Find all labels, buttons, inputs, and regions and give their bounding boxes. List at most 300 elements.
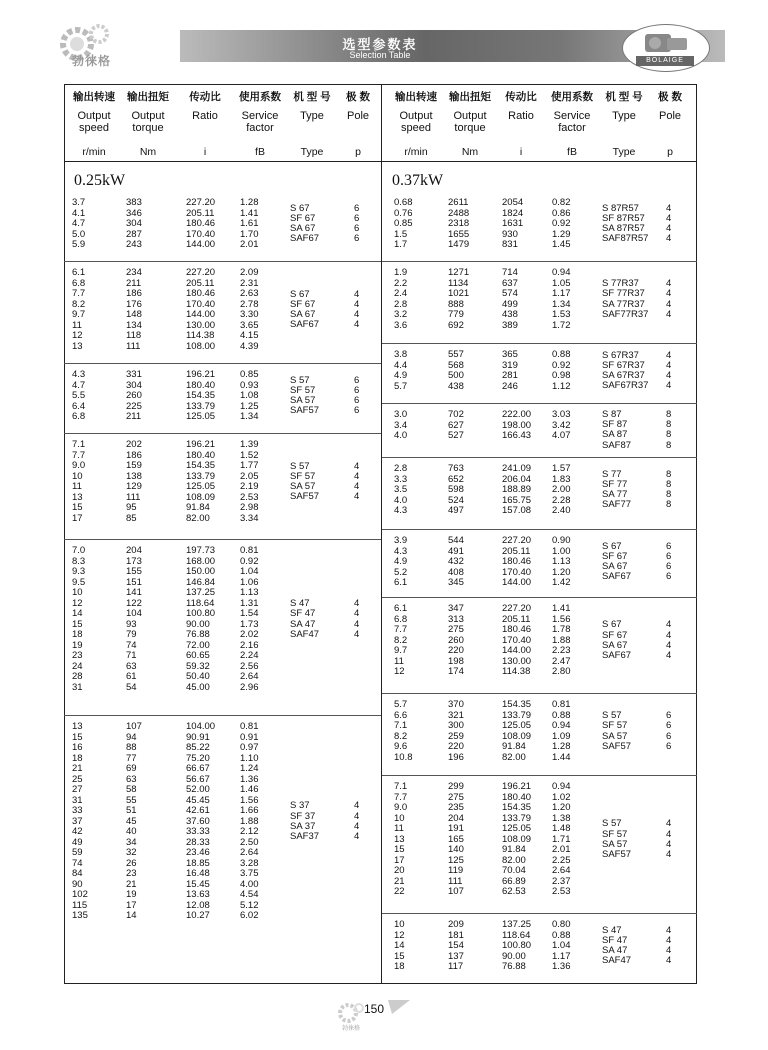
cell: 188.89 <box>502 484 532 495</box>
cell: 12 <box>72 330 83 341</box>
cell: 173 <box>126 555 142 567</box>
cell: 85.22 <box>186 742 210 753</box>
cell: 125 <box>448 854 464 866</box>
cell: 499 <box>502 298 518 310</box>
header-cn: 输出转速 <box>395 91 437 103</box>
cell: 1.83 <box>552 473 571 485</box>
cell: 154.35 <box>186 390 216 401</box>
type-code: SA 67 <box>602 639 628 651</box>
cell: 3.03 <box>552 409 571 420</box>
pole-count: 6 <box>666 561 672 573</box>
cell: 28 <box>72 671 83 682</box>
cell: 4.54 <box>240 889 259 900</box>
cell: 181 <box>448 929 464 941</box>
cell: 154.35 <box>502 699 532 710</box>
pole-count: 6 <box>666 740 672 752</box>
cell: 154.35 <box>186 460 216 471</box>
cell: 4.39 <box>240 340 259 352</box>
type-code: SA 67 <box>290 223 316 235</box>
type-code: S 67 <box>602 619 622 631</box>
cell: 129 <box>126 481 142 492</box>
cell: 23 <box>126 868 137 879</box>
type-code: SF 67 <box>290 298 316 310</box>
pole-count: 4 <box>666 955 672 967</box>
cell: 144.00 <box>502 645 532 656</box>
header-unit: r/min <box>82 146 106 158</box>
group-separator <box>382 343 697 344</box>
cell: 0.80 <box>552 919 571 930</box>
cell: 544 <box>448 535 464 546</box>
cell: 180.46 <box>186 218 216 229</box>
cell: 5.9 <box>72 239 86 250</box>
cell: 220 <box>448 645 464 656</box>
cell: 0.92 <box>240 555 259 567</box>
header-unit: i <box>203 146 207 158</box>
cell: 260 <box>448 634 464 646</box>
cell: 15.45 <box>186 878 210 890</box>
cell: 346 <box>126 207 142 219</box>
type-code: S 47 <box>602 924 622 936</box>
cell: 2.23 <box>552 645 571 656</box>
cell: 134 <box>126 319 142 331</box>
cell: 165 <box>448 833 464 845</box>
cell: 3.28 <box>240 857 259 869</box>
cell: 7.7 <box>394 624 408 635</box>
cell: 34 <box>126 836 137 848</box>
type-code: SA 87R57 <box>602 223 645 235</box>
cell: 930 <box>502 228 518 240</box>
cell: 144.00 <box>502 577 532 588</box>
cell: 28.33 <box>186 836 210 848</box>
cell: 281 <box>502 370 518 381</box>
pole-count: 4 <box>666 370 672 381</box>
cell: 6.8 <box>72 277 86 289</box>
cell: 9.5 <box>72 576 86 588</box>
cell: 3.4 <box>394 419 408 431</box>
cell: 331 <box>126 369 142 380</box>
cell: 211 <box>126 411 142 422</box>
cell: 159 <box>126 460 142 471</box>
cell: 55 <box>126 794 137 806</box>
cell: 61 <box>126 671 137 682</box>
cell: 54 <box>126 681 137 693</box>
section-title: 0.25kW <box>74 172 126 189</box>
cell: 174 <box>448 666 464 677</box>
pole-count: 4 <box>666 639 672 651</box>
cell: 227.20 <box>186 267 216 278</box>
type-code: SAF67 <box>602 649 632 661</box>
cell: 202 <box>126 439 142 450</box>
cell: 527 <box>448 430 464 441</box>
cell: 0.88 <box>552 709 571 721</box>
cell: 5.2 <box>394 566 408 578</box>
cell: 491 <box>448 545 464 557</box>
cell: 260 <box>126 390 142 401</box>
cell: 1.17 <box>552 288 571 299</box>
cell: 15 <box>394 844 405 855</box>
cell: 2.25 <box>552 854 571 866</box>
cell: 104 <box>126 608 142 619</box>
header-en: Pole <box>658 110 682 122</box>
cell: 11 <box>72 481 82 492</box>
cell: 10 <box>72 587 83 598</box>
cell: 82.00 <box>186 512 210 524</box>
cell: 1.56 <box>552 613 571 625</box>
pole-count: 6 <box>354 213 360 225</box>
cell: 2318 <box>448 218 470 229</box>
cell: 13 <box>72 340 83 352</box>
cell: 176 <box>126 298 142 310</box>
cell: 125.05 <box>186 411 216 422</box>
cell: 118 <box>126 330 142 341</box>
cell: 1.7 <box>394 239 408 250</box>
pole-count: 4 <box>666 838 672 850</box>
type-code: S 87 <box>602 409 622 420</box>
cell: 74 <box>72 857 83 869</box>
cell: 102 <box>72 889 88 900</box>
cell: 108.09 <box>502 730 532 742</box>
pole-count: 4 <box>666 213 672 225</box>
cell: 10 <box>394 919 405 930</box>
cell: 91.84 <box>502 844 526 855</box>
cell: 119 <box>448 865 464 876</box>
cell: 63 <box>126 773 137 785</box>
header-unit: p <box>667 146 673 158</box>
cell: 0.81 <box>240 721 259 732</box>
cell: 3.30 <box>240 309 259 320</box>
cell: 196.21 <box>502 781 532 792</box>
cell: 198.00 <box>502 419 532 431</box>
cell: 0.88 <box>552 929 571 941</box>
cell: 2.05 <box>240 470 259 482</box>
cell: 1021 <box>448 288 470 299</box>
cell: 84 <box>72 868 83 879</box>
cell: 180.46 <box>186 288 216 299</box>
pole-count: 4 <box>666 233 672 245</box>
cell: 1.06 <box>240 576 259 588</box>
cell: 2.53 <box>240 491 259 503</box>
cell: 8.2 <box>394 730 408 742</box>
cell: 10 <box>72 470 83 482</box>
cell: 10 <box>394 812 405 824</box>
cell: 197.73 <box>186 545 216 556</box>
cell: 0.76 <box>394 207 413 219</box>
cell: 1.77 <box>240 460 259 471</box>
cell: 2.24 <box>240 650 259 661</box>
cell: 23 <box>72 650 83 661</box>
cell: 1.29 <box>552 228 571 240</box>
cell: 107 <box>126 721 142 732</box>
cell: 1271 <box>448 267 470 278</box>
cell: 3.2 <box>394 309 408 320</box>
cell: 15 <box>72 618 83 630</box>
cell: 408 <box>448 566 464 578</box>
pole-count: 4 <box>666 629 672 641</box>
pole-count: 6 <box>354 385 360 397</box>
pole-count: 4 <box>666 924 672 936</box>
cell: 79 <box>126 629 137 640</box>
cell: 11 <box>394 823 404 834</box>
cell: 287 <box>126 228 142 240</box>
pole-count: 6 <box>666 730 672 742</box>
cell: 22 <box>394 886 405 897</box>
pole-count: 4 <box>354 491 360 503</box>
cell: 58 <box>126 784 137 795</box>
type-code: S 57 <box>602 818 622 830</box>
type-code: S 57 <box>602 710 622 722</box>
cell: 133.79 <box>186 470 216 482</box>
type-code: SF 57 <box>290 470 316 482</box>
cell: 235 <box>448 802 464 813</box>
cell: 7.7 <box>394 791 408 803</box>
type-code: S 57 <box>290 460 310 472</box>
cell: 1655 <box>448 228 470 240</box>
cell: 140 <box>448 844 464 855</box>
cell: 275 <box>448 624 464 635</box>
pole-count: 6 <box>354 405 360 417</box>
cell: 2.37 <box>552 875 571 887</box>
type-code: SF 47 <box>290 608 316 620</box>
cell: 74 <box>126 639 137 651</box>
type-code: SAF47 <box>602 955 632 967</box>
header-en: Type <box>612 110 636 122</box>
pole-count: 4 <box>354 800 360 812</box>
type-code: S 77 <box>602 468 622 480</box>
type-code: SA 67R37 <box>602 370 645 381</box>
cell: 165.75 <box>502 494 532 506</box>
cell: 93 <box>126 618 137 630</box>
cell: 21 <box>394 875 405 887</box>
cell: 7.7 <box>72 449 86 461</box>
cell: 6.4 <box>72 400 86 412</box>
cell: 125.05 <box>502 823 532 834</box>
cell: 6.8 <box>394 613 408 625</box>
cell: 42 <box>72 826 83 837</box>
pole-count: 8 <box>666 479 672 491</box>
cell: 3.9 <box>394 535 408 546</box>
cell: 234 <box>126 267 142 278</box>
cell: 111 <box>126 491 141 503</box>
type-code: SAF67 <box>290 233 320 245</box>
header-unit: i <box>519 146 523 158</box>
cell: 4.9 <box>394 556 408 567</box>
cell: 5.0 <box>72 228 86 240</box>
type-code: S 37 <box>290 800 310 812</box>
cell: 14 <box>72 608 83 619</box>
pole-count: 6 <box>666 710 672 722</box>
type-code: SAF37 <box>290 830 320 842</box>
cell: 13 <box>394 833 405 845</box>
cell: 2.02 <box>240 629 259 640</box>
cell: 1.48 <box>552 823 571 834</box>
type-code: SF 77R37 <box>602 288 645 300</box>
cell: 125.05 <box>186 481 216 492</box>
cell: 300 <box>448 720 464 731</box>
cell: 7.1 <box>394 781 408 792</box>
column-divider <box>381 84 382 984</box>
pole-count: 4 <box>666 278 672 290</box>
cell: 114.38 <box>502 666 531 677</box>
type-code: SAF57 <box>290 405 320 417</box>
cell: 60.65 <box>186 650 210 661</box>
cell: 1.24 <box>240 763 259 774</box>
pole-count: 4 <box>354 598 360 610</box>
cell: 77 <box>126 752 137 764</box>
cell: 11 <box>72 319 82 331</box>
header-unit: Type <box>300 146 324 158</box>
cell: 180.46 <box>502 624 532 635</box>
pole-count: 6 <box>354 395 360 407</box>
group-separator <box>382 457 697 458</box>
header-en: Ratio <box>192 110 218 122</box>
cell: 0.92 <box>552 218 571 229</box>
cell: 0.81 <box>240 545 259 556</box>
pole-count: 8 <box>666 409 672 420</box>
cell: 0.91 <box>240 731 259 743</box>
cell: 8.3 <box>72 555 86 567</box>
cell: 166.43 <box>502 430 532 441</box>
type-code: SA 47 <box>290 618 316 630</box>
cell: 90.00 <box>502 950 526 962</box>
cell: 4.15 <box>240 330 259 341</box>
cell: 432 <box>448 556 464 567</box>
cell: 3.42 <box>552 419 571 431</box>
cell: 133.79 <box>186 400 216 412</box>
cell: 122 <box>126 597 142 609</box>
cell: 1.54 <box>240 608 259 619</box>
cell: 5.7 <box>394 699 408 710</box>
cell: 5.12 <box>240 899 259 911</box>
cell: 170.40 <box>186 298 216 310</box>
cell: 702 <box>448 409 464 420</box>
cell: 170.40 <box>502 566 532 578</box>
cell: 90.00 <box>186 618 210 630</box>
type-code: SAF47 <box>290 628 320 640</box>
cell: 18.85 <box>186 857 210 869</box>
pole-count: 4 <box>354 319 360 331</box>
cell: 204 <box>448 812 464 824</box>
cell: 133.79 <box>502 812 532 824</box>
header-en: Service factor <box>241 110 279 134</box>
header-cn: 使用系数 <box>551 91 593 103</box>
pole-count: 4 <box>666 935 672 947</box>
cell: 1.13 <box>240 587 259 598</box>
cell: 206.04 <box>502 473 532 485</box>
cell: 15 <box>394 950 405 962</box>
cell: 5.7 <box>394 380 408 392</box>
cell: 16.48 <box>186 868 210 879</box>
cell: 2.53 <box>552 886 571 897</box>
cell: 63 <box>126 660 137 672</box>
cell: 1.44 <box>552 751 571 763</box>
cell: 2.64 <box>552 865 571 876</box>
footer-brand: 勃徕格 <box>342 1026 361 1032</box>
type-code: SF 77 <box>602 479 628 491</box>
cell: 2.28 <box>552 494 571 506</box>
cell: 5.5 <box>72 390 86 401</box>
cell: 2.56 <box>240 660 259 672</box>
type-code: S 67R37 <box>602 349 639 361</box>
type-code: SF 67 <box>290 213 316 225</box>
cell: 37.60 <box>186 815 210 827</box>
pole-count: 8 <box>666 489 672 501</box>
type-code: SA 57 <box>602 838 628 850</box>
cell: 117 <box>448 961 464 972</box>
group-separator <box>64 261 381 262</box>
cell: 1.57 <box>552 463 571 474</box>
cell: 85 <box>126 512 137 524</box>
cell: 3.5 <box>394 484 408 495</box>
cell: 0.94 <box>552 781 571 792</box>
type-code: SF 67 <box>602 551 628 563</box>
group-separator <box>64 433 381 434</box>
group-separator <box>64 363 381 364</box>
cell: 241.09 <box>502 463 532 474</box>
pole-count: 4 <box>354 820 360 832</box>
cell: 16 <box>72 742 83 753</box>
cell: 888 <box>448 298 464 310</box>
pole-count: 8 <box>666 419 672 431</box>
cell: 137.25 <box>502 919 532 930</box>
cell: 2.00 <box>552 484 571 495</box>
cell: 6.1 <box>72 267 86 278</box>
cell: 2.01 <box>240 239 259 250</box>
type-code: SAF57 <box>290 491 320 503</box>
cell: 347 <box>448 603 464 614</box>
brand-name: BOLAIGE <box>636 56 694 66</box>
cell: 18 <box>394 961 405 972</box>
type-code: S 87R57 <box>602 202 639 214</box>
cell: 1.73 <box>240 618 259 630</box>
cell: 4.00 <box>240 878 259 890</box>
cell: 25 <box>72 773 83 785</box>
group-separator <box>64 539 381 540</box>
cell: 4.3 <box>394 545 408 557</box>
header-cn: 极 数 <box>346 91 370 103</box>
cell: 627 <box>448 419 464 431</box>
cell: 1.88 <box>240 815 259 827</box>
cell: 95 <box>126 502 137 513</box>
cell: 1.31 <box>240 597 259 609</box>
cell: 2.16 <box>240 639 259 651</box>
cell: 4.07 <box>552 430 571 441</box>
pole-count: 4 <box>354 288 360 300</box>
cell: 186 <box>126 449 142 461</box>
pole-count: 6 <box>666 571 672 583</box>
cell: 2.8 <box>394 463 408 474</box>
cell: 82.00 <box>502 751 526 763</box>
cell: 91.84 <box>502 741 526 752</box>
cell: 500 <box>448 370 464 381</box>
cell: 524 <box>448 494 464 506</box>
cell: 24 <box>72 660 83 672</box>
cell: 15 <box>72 731 83 743</box>
cell: 148 <box>126 309 142 320</box>
cell: 12.08 <box>186 899 210 911</box>
cell: 13.63 <box>186 889 210 900</box>
cell: 1.20 <box>552 802 571 813</box>
cell: 2.12 <box>240 826 259 837</box>
cell: 151 <box>126 576 142 588</box>
type-code: SAF57 <box>602 848 632 860</box>
header-cn: 极 数 <box>658 91 682 103</box>
page-arrow-icon <box>388 1000 410 1014</box>
cell: 4.0 <box>394 494 408 506</box>
cell: 130.00 <box>186 319 216 331</box>
cell: 2.96 <box>240 681 259 693</box>
cell: 1479 <box>448 239 470 250</box>
header-en: Service factor <box>553 110 591 134</box>
